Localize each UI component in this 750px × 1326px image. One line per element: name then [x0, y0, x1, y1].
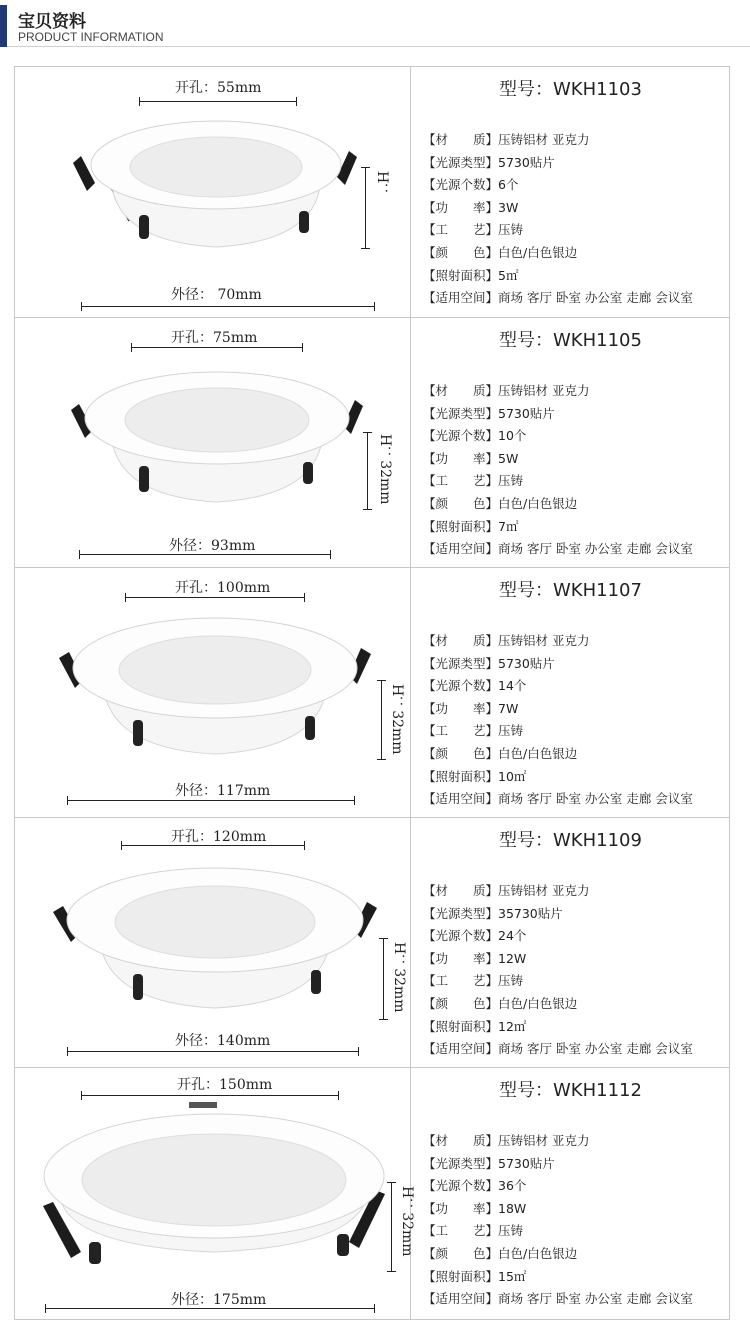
downlight-image	[39, 1102, 389, 1272]
spec-list	[423, 880, 693, 1061]
height-dimension-line	[367, 432, 368, 510]
product-row	[15, 67, 729, 318]
spec-process: 【工 艺】压铸	[423, 222, 524, 238]
spec-usage: 【适用空间】商场 客厅 卧室 办公室 走廊 会议室	[423, 1041, 693, 1057]
spec-light-count: 【光源个数】24个	[423, 928, 527, 944]
product-image-cell	[15, 818, 411, 1067]
spec-process: 【工 艺】压铸	[423, 973, 524, 989]
cutout-label: 开孔：55mm	[175, 80, 262, 96]
downlight-image	[55, 608, 375, 764]
outer-diameter-label: 外径： 70mm	[171, 287, 262, 303]
spec-light-type: 【光源类型】5730贴片	[423, 655, 555, 671]
product-row	[15, 318, 729, 568]
spec-area: 【照射面积】7㎡	[423, 518, 519, 534]
product-image-cell	[15, 67, 411, 317]
spec-material: 【材 质】压铸铝材 亚克力	[423, 883, 590, 898]
model-number: 型号：WKH1103	[499, 79, 642, 100]
cutout-dimension-line	[81, 1095, 339, 1096]
spec-light-type: 【光源类型】5730贴片	[423, 154, 555, 170]
spec-area: 【照射面积】5㎡	[423, 267, 519, 283]
spec-process: 【工 艺】压铸	[423, 723, 524, 739]
spec-usage: 【适用空间】商场 客厅 卧室 办公室 走廊 会议室	[423, 791, 693, 807]
product-spec-cell	[411, 318, 729, 567]
downlight-image	[67, 362, 367, 512]
section-title: 宝贝资料	[18, 12, 86, 32]
cutout-dimension-line	[125, 597, 305, 598]
spec-light-count: 【光源个数】14个	[423, 678, 527, 694]
outer-dimension-line	[67, 800, 355, 801]
outer-diameter-label: 外径：117mm	[175, 783, 271, 799]
spec-color: 【颜 色】白色/白色银边	[423, 995, 578, 1011]
spec-list	[423, 1130, 693, 1311]
product-row	[15, 568, 729, 818]
downlight-image	[71, 111, 361, 261]
downlight-image	[49, 858, 381, 1018]
product-spec-table	[14, 66, 730, 1320]
spec-color: 【颜 色】白色/白色银边	[423, 1245, 578, 1261]
product-spec-cell	[411, 67, 729, 317]
spec-material: 【材 质】压铸铝材 亚克力	[423, 633, 590, 648]
spec-area: 【照射面积】10㎡	[423, 768, 527, 784]
outer-diameter-label: 外径：93mm	[169, 538, 256, 554]
height-label: H：32mm	[399, 1186, 415, 1257]
spec-color: 【颜 色】白色/白色银边	[423, 745, 578, 761]
spec-color: 【颜 色】白色/白色银边	[423, 495, 578, 511]
product-image-cell	[15, 568, 411, 817]
spec-power: 【功 率】18W	[423, 1200, 527, 1216]
spec-list	[423, 380, 693, 561]
spec-light-type: 【光源类型】35730贴片	[423, 905, 563, 921]
spec-color: 【颜 色】白色/白色银边	[423, 244, 578, 260]
spec-usage: 【适用空间】商场 客厅 卧室 办公室 走廊 会议室	[423, 290, 693, 306]
height-dimension-line	[381, 680, 382, 760]
cutout-label: 开孔：75mm	[171, 330, 258, 346]
product-row	[15, 1068, 729, 1319]
spec-material: 【材 质】压铸铝材 亚克力	[423, 383, 590, 398]
spec-light-type: 【光源类型】5730贴片	[423, 405, 555, 421]
spec-light-type: 【光源类型】5730贴片	[423, 1155, 555, 1171]
spec-light-count: 【光源个数】10个	[423, 428, 527, 444]
spec-list	[423, 630, 693, 811]
spec-power: 【功 率】5W	[423, 450, 519, 466]
outer-dimension-line	[45, 1308, 375, 1309]
section-header	[0, 0, 750, 50]
cutout-dimension-line	[139, 101, 297, 102]
spec-process: 【工 艺】压铸	[423, 473, 524, 489]
model-number: 型号：WKH1112	[499, 1080, 642, 1101]
height-label: H：32mm	[391, 942, 407, 1013]
product-spec-cell	[411, 568, 729, 817]
outer-dimension-line	[67, 1051, 359, 1052]
section-subtitle: PRODUCT INFORMATION	[18, 30, 164, 44]
model-number: 型号：WKH1105	[499, 330, 642, 351]
spec-process: 【工 艺】压铸	[423, 1223, 524, 1239]
spec-power: 【功 率】12W	[423, 950, 527, 966]
height-dimension-line	[365, 167, 366, 249]
product-spec-cell	[411, 818, 729, 1067]
height-label: H：	[374, 171, 390, 198]
height-dimension-line	[391, 1182, 392, 1272]
spec-light-count: 【光源个数】36个	[423, 1178, 527, 1194]
outer-diameter-label: 外径：140mm	[175, 1033, 271, 1049]
spec-material: 【材 质】压铸铝材 亚克力	[423, 132, 590, 147]
cutout-dimension-line	[131, 347, 303, 348]
outer-dimension-line	[79, 554, 331, 555]
spec-material: 【材 质】压铸铝材 亚克力	[423, 1133, 590, 1148]
outer-dimension-line	[81, 306, 375, 307]
spec-usage: 【适用空间】商场 客厅 卧室 办公室 走廊 会议室	[423, 1291, 693, 1307]
spec-power: 【功 率】3W	[423, 199, 519, 215]
product-image-cell	[15, 318, 411, 567]
spec-area: 【照射面积】12㎡	[423, 1018, 527, 1034]
spec-power: 【功 率】7W	[423, 700, 519, 716]
cutout-dimension-line	[121, 845, 305, 846]
cutout-label: 开孔：150mm	[177, 1077, 273, 1093]
height-label: H：32mm	[389, 684, 405, 755]
product-row	[15, 818, 729, 1068]
cutout-label: 开孔：100mm	[175, 580, 271, 596]
header-divider	[7, 46, 750, 47]
outer-diameter-label: 外径：175mm	[171, 1292, 267, 1308]
spec-area: 【照射面积】15㎡	[423, 1268, 527, 1284]
model-number: 型号：WKH1107	[499, 580, 642, 601]
header-accent-bar	[0, 5, 7, 47]
product-image-cell	[15, 1068, 415, 1319]
height-label: H：32mm	[377, 434, 393, 505]
spec-list	[423, 129, 693, 310]
cutout-label: 开孔：120mm	[171, 829, 267, 845]
product-spec-cell	[411, 1068, 729, 1319]
spec-usage: 【适用空间】商场 客厅 卧室 办公室 走廊 会议室	[423, 541, 693, 557]
model-number: 型号：WKH1109	[499, 830, 642, 851]
spec-light-count: 【光源个数】6个	[423, 177, 519, 193]
height-dimension-line	[383, 938, 384, 1020]
